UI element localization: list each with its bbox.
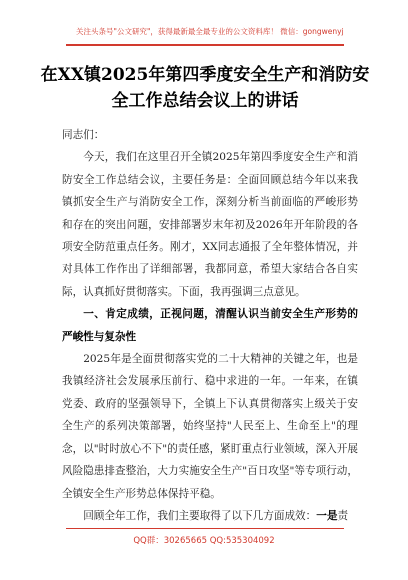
top-banner — [0, 0, 408, 58]
banner-text: 关注头条号"公文研究"，获得最新最全最专业的公文资料库！ 微信：gongwenyj — [76, 27, 344, 36]
achievements-lead-text: 回顾全年工作，我们主要取得了以下几方面成效： — [83, 509, 317, 522]
footer-divider — [66, 528, 344, 529]
paragraph-intro: 今天，我们在这里召开全镇2025年第四季度安全生产和消防安全工作总结会议，主要任务是：全面回顾总结今年以来我镇抓安全生产与消防安全工作，深刻分析当前面临的严峻形势和存在的突出问题，安排部署岁末年初及2026年开年阶段的各项安全防范重点任务。刚才，XX同志通报了全年整体情况，并对具体工作作出了详细部署，我都同意，希望大家结合各自实际，认真抓好贯彻落实。下面，我再强调三点意见。 — [62, 151, 358, 298]
bottom-banner — [0, 528, 408, 580]
paragraph-overview: 2025年是全面贯彻落实党的二十大精神的关键之年，也是我镇经济社会发展承压前行、稳中求进的一年。一年来，在镇党委、政府的坚强领导下，全镇上下认真贯彻落实上级关于安全生产的系列决策部署，始终坚持"人民至上、生命至上"的理念，以"时时放心不下"的责任感，紧盯重点行业领域，深入开展风险隐患排查整治，大力实施安全生产"百日攻坚"等专项行动，全镇安全生产形势总体保持平稳。 — [62, 353, 358, 500]
footer-contact: QQ群：30265665 QQ:535304092 — [133, 536, 275, 546]
section-heading-1: 一、肯定成绩，正视问题，清醒认识当前安全生产形势的严峻性与复杂性 — [62, 308, 358, 343]
banner-divider — [66, 44, 344, 46]
achievements-tail-text: 责 — [337, 509, 349, 522]
document-body — [62, 124, 358, 527]
paragraph-achievements — [62, 505, 358, 527]
achievements-bold-lead: 一是 — [316, 509, 338, 522]
salutation: 同志们： — [62, 129, 105, 141]
document-title: 在XX镇2025年第四季度安全生产和消防安全工作总结会议上的讲话 — [40, 65, 370, 111]
